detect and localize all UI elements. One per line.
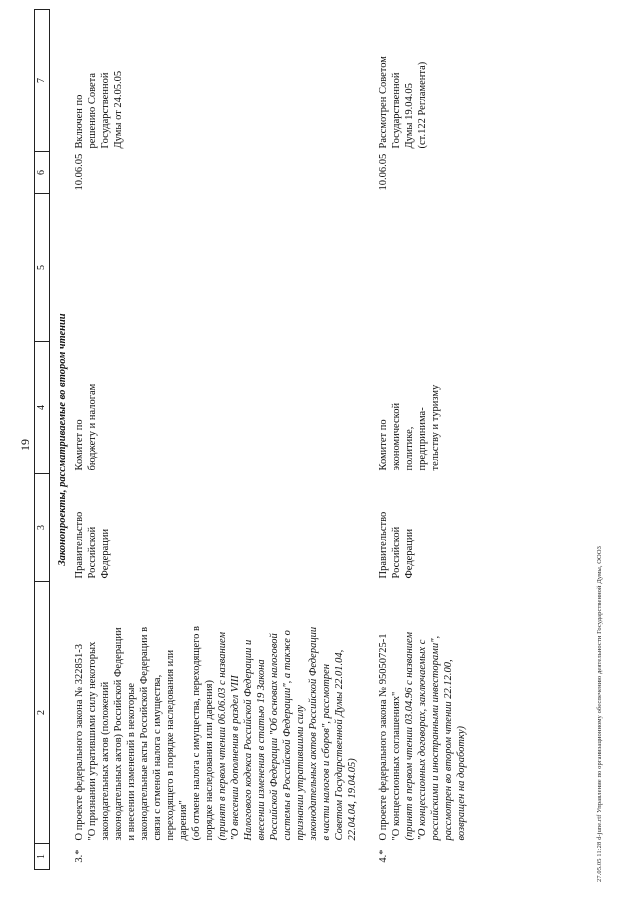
text-line: "О внесении дополнения в раздел VIII — [230, 675, 241, 841]
text-line: тельству и туризму — [430, 384, 441, 471]
text-line: системы в Российской Федерации", а также о — [282, 630, 293, 841]
text-line: Думы 19.04.05 — [404, 83, 415, 149]
text-line: возвращен на доработку) — [456, 725, 467, 841]
committee-cell — [73, 342, 359, 474]
text-line: связи с отменой налога с имущества, — [152, 674, 163, 841]
text-line: законодательных актов Российской Федерации — [308, 626, 319, 841]
text-line: О проекте федерального закона № 322851-3 — [74, 643, 85, 841]
bill-title — [73, 585, 216, 841]
text-line: (об отмене налога с имущества, переходящего в — [191, 625, 202, 841]
bill-description — [73, 582, 359, 844]
bill-note — [403, 585, 468, 841]
text-line: Комитет по — [74, 419, 85, 471]
remark-cell — [377, 10, 468, 152]
text-line: порядке наследования или дарения) — [204, 680, 215, 841]
text-line: Российской — [391, 526, 402, 579]
text-line: Думы от 24.05.05 — [113, 70, 124, 149]
section-title: Законопроекты, рассматриваемые во втором чтении — [57, 313, 68, 566]
text-line: в части налогов и сборов", рассмотрен — [321, 664, 332, 841]
column-header: 5 — [35, 194, 50, 342]
remark-cell — [73, 10, 359, 152]
text-line: (принят в первом чтении 03.04.96 с названием — [404, 631, 415, 841]
text-line: "О концессионных соглашениях" — [391, 691, 402, 841]
text-line: Комитет по — [378, 419, 389, 471]
empty-cell — [377, 194, 468, 342]
row-number: 4.* — [378, 849, 389, 863]
text-line: Российской — [87, 526, 98, 579]
text-line: Государственной — [100, 72, 111, 149]
date-cell: 10.06.05 — [74, 153, 85, 191]
bill-note — [216, 585, 359, 841]
row-number: 3.* — [74, 849, 85, 863]
text-line: законодательных актов (положений — [100, 681, 111, 841]
column-header: 1 — [35, 844, 50, 870]
committee-cell — [377, 342, 468, 474]
text-line: дарения" — [178, 800, 189, 841]
footer-note: 27.05.05 11:28 d-june.rtf Управление по организационному обеспечению деятельности Государственной Думы, ООО3 — [596, 546, 603, 882]
text-line: О проекте федерального закона № 95050725-1 — [378, 633, 389, 841]
text-line: (ст.122 Регламента) — [417, 61, 428, 149]
column-header: 2 — [35, 582, 50, 844]
text-line: переходящего в порядке наследования или — [165, 649, 176, 841]
text-line: Федерации — [404, 528, 415, 579]
text-line: экономической — [391, 402, 402, 471]
date-cell: 10.06.05 — [378, 153, 389, 191]
column-header: 7 — [35, 10, 50, 152]
text-line: бюджету и налогам — [87, 383, 98, 471]
column-header: 4 — [35, 342, 50, 474]
text-line: и внесении изменений в некоторые — [126, 682, 137, 841]
text-line: "О концессионных договорах, заключаемых с — [417, 639, 428, 841]
text-line: Рассмотрен Советом — [378, 56, 389, 149]
text-line: (принят в первом чтении 06.06.03 с названием — [217, 631, 228, 841]
text-line: решению Совета — [87, 72, 98, 149]
text-line: Правительство — [74, 511, 85, 579]
initiator-cell — [73, 474, 359, 582]
agenda-table — [34, 9, 468, 870]
bill-description — [377, 582, 468, 844]
table-row — [73, 10, 359, 870]
table-row — [377, 10, 468, 870]
text-line: Включен по — [74, 94, 85, 149]
initiator-cell — [377, 474, 468, 582]
text-line: 22.04.04, 19.04.05) — [347, 758, 358, 841]
text-line: Государственной — [391, 72, 402, 149]
column-header: 6 — [35, 152, 50, 194]
text-line: Правительство — [378, 511, 389, 579]
text-line: Налогового кодекса Российской Федерации и — [243, 639, 254, 841]
empty-cell — [73, 194, 359, 342]
text-line: Российской Федерации "Об основах налоговой — [269, 633, 280, 841]
text-line: Советом Государственной Думы 22.01.04, — [334, 649, 345, 841]
text-line: рассмотрен во втором чтении 22.12.00, — [443, 659, 454, 841]
text-line: Федерации — [100, 528, 111, 579]
bill-title — [377, 585, 403, 841]
text-line: предпринима- — [417, 407, 428, 471]
text-line: законодательных актов) Российской Федерации — [113, 627, 124, 841]
text-line: законодательные акты Российской Федерации в — [139, 626, 150, 841]
column-header: 3 — [35, 474, 50, 582]
page-number: 19 — [18, 439, 32, 451]
text-line: российскими и иностранными инвесторами", — [430, 635, 441, 841]
text-line: "О признании утратившими силу некоторых — [87, 641, 98, 841]
text-line: политике, — [404, 426, 415, 471]
column-header-row — [35, 10, 50, 870]
text-line: внесении изменения в статью 19 Закона — [256, 659, 267, 841]
text-line: признании утратившими силу — [295, 704, 306, 841]
